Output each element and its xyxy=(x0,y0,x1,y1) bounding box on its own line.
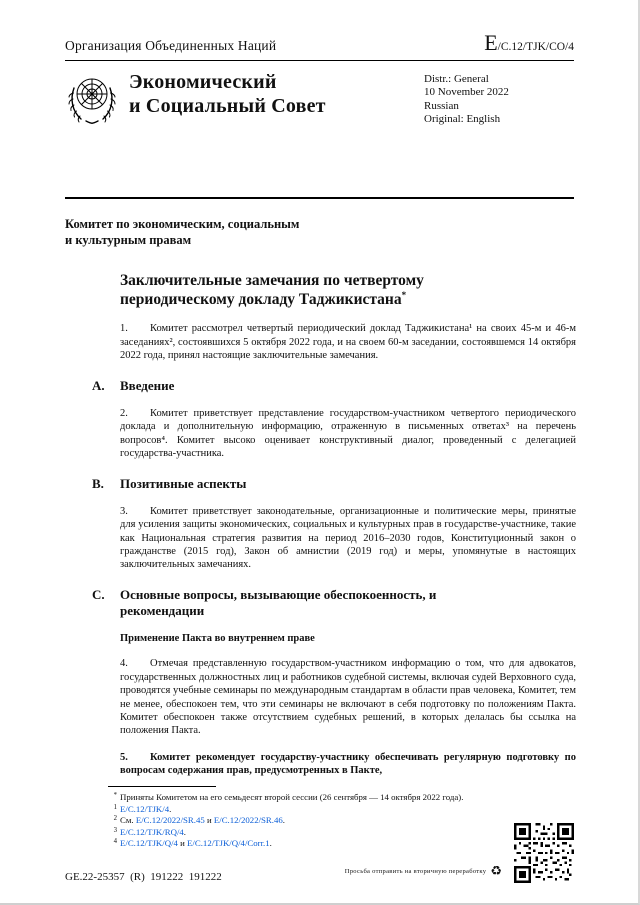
document-link[interactable]: E/C.12/TJK/4 xyxy=(120,803,170,814)
document-link[interactable]: E/C.12/TJK/Q/4/Corr.1 xyxy=(187,838,270,849)
title-line1: Заключительные замечания по четвертому xyxy=(120,272,424,289)
recycle-icon: ♻ xyxy=(490,864,502,879)
un-emblem-icon xyxy=(65,71,119,127)
footnote-text xyxy=(120,827,542,839)
council-title xyxy=(129,71,326,118)
footnote-marker: 1 xyxy=(113,803,117,811)
section-title: Основные вопросы, вызывающие обеспокоенность, и рекомендации xyxy=(120,586,437,619)
paragraph-text: Комитет рассмотрел четвертый периодический доклад Таджикистана¹ на своих 45-м и 46-м заседаниях², состоявшихся 5 октября 2022 года, и на своем 60-м заседании, состоявшемся 14 октября 2022 года, принял настоящие заключительные замечания. xyxy=(120,323,576,362)
date-line: 10 November 2022 xyxy=(424,86,509,99)
symbol-series-letter: E xyxy=(484,30,498,55)
original-language-line: Original: English xyxy=(424,113,501,126)
footnote-suffix: . xyxy=(282,815,285,826)
council-title-line2: и Социальный Совет xyxy=(129,94,326,117)
qr-code xyxy=(514,823,574,883)
paragraph-text: Комитет рекомендует государству-участнику обеспечивать регулярную подготовку по вопросам содержания прав, предусмотренных в Пакте, xyxy=(120,751,576,777)
footnote-conjunction: и xyxy=(204,815,214,826)
document-title xyxy=(120,271,574,309)
paragraph-4 xyxy=(120,657,576,737)
document-link[interactable]: E/C.12/TJK/RQ/4 xyxy=(120,826,184,837)
document-reference-number: GE.22-25357 (R) 191222 191222 xyxy=(65,871,222,883)
footnote-divider xyxy=(108,786,216,787)
language-line: Russian xyxy=(424,99,459,112)
footnotes xyxy=(106,786,542,850)
title-footnote-marker: * xyxy=(401,290,407,301)
paragraph-number: 4. xyxy=(120,658,128,670)
title-line2: периодическому докладу Таджикистана xyxy=(120,291,402,309)
footnote-prefix: См. xyxy=(120,815,136,826)
section-title: Введение xyxy=(120,377,175,393)
document-link[interactable]: E/C.12/TJK/Q/4 xyxy=(120,838,178,849)
section-a-heading xyxy=(92,378,574,394)
distr-line: Distr.: General xyxy=(424,73,489,85)
symbol-number: /C.12/TJK/CO/4 xyxy=(497,41,574,53)
footnote-text: Приняты Комитетом на его семьдесят второй сессии (26 сентября — 14 октября 2022 года). xyxy=(120,792,464,802)
footnote-1 xyxy=(106,804,542,816)
masthead-divider xyxy=(65,197,574,199)
footnote-marker: 3 xyxy=(113,826,117,834)
paragraph-text: Отмечая представленную государством-участником информацию о том, что для адвокатов, государственных должностных лиц и работников судебной системы, включая судей Верховного суда, проводятся учебные семинары по международным стандартам в области прав человека, Комитет, тем не менее, обеспокоен тем, что эти семинары не включают в себя подготовку по положениям Пакта. Комитет обеспокоен также отсутствием судебных решений, в которых делалась бы ссылка на положения Пакта. xyxy=(120,658,576,737)
section-c-heading xyxy=(92,587,574,620)
footnote-conjunction: и xyxy=(177,838,188,849)
distribution-info xyxy=(424,71,574,127)
paragraph-1 xyxy=(120,322,576,362)
footnote-star xyxy=(106,792,542,804)
paragraph-5-recommendation xyxy=(120,751,576,778)
document-symbol xyxy=(484,30,574,56)
section-b-heading xyxy=(92,476,574,492)
paragraph-number: 5. xyxy=(120,751,128,763)
recycle-text: Просьба отправить на вторичную переработку xyxy=(344,868,487,875)
section-letter: A. xyxy=(92,377,105,393)
section-letter: B. xyxy=(92,475,104,491)
paragraph-number: 2. xyxy=(120,407,128,419)
footnote-suffix: . xyxy=(269,838,272,849)
council-title-line1: Экономический xyxy=(129,71,277,93)
section-letter: C. xyxy=(92,586,105,602)
masthead xyxy=(65,71,574,127)
header-divider xyxy=(65,60,574,61)
committee-line2: и культурным правам xyxy=(65,233,192,247)
section-title: Позитивные аспекты xyxy=(120,475,247,491)
footnote-marker: * xyxy=(113,792,117,799)
footnote-2 xyxy=(106,815,542,827)
footnote-3 xyxy=(106,827,542,839)
organization-name: Организация Объединенных Наций xyxy=(65,38,277,53)
footnote-marker: 2 xyxy=(113,815,117,823)
document-link[interactable]: E/C.12/2022/SR.45 xyxy=(135,815,205,826)
footnote-text xyxy=(120,815,542,827)
footnote-suffix: . xyxy=(169,803,172,814)
document-link[interactable]: E/C.12/2022/SR.46 xyxy=(213,815,283,826)
footnote-text xyxy=(120,838,542,850)
paragraph-text: Комитет приветствует представление государством-участником четвертого периодического доклада и дополнительную информацию, отраженную в письменных ответах³ на перечень вопросов⁴. Комитет высоко оценивает конструктивный диалог, проведенный с делегацией государства-участника. xyxy=(120,407,576,460)
paragraph-number: 3. xyxy=(120,505,128,517)
document-header xyxy=(65,30,574,56)
footnote-text xyxy=(120,804,542,816)
footnote-suffix: . xyxy=(183,826,186,837)
paragraph-2 xyxy=(120,407,576,461)
recycle-notice xyxy=(345,864,502,879)
committee-name xyxy=(65,216,574,248)
committee-line1: Комитет по экономическим, социальным xyxy=(65,217,300,231)
footnote-marker: 4 xyxy=(113,838,117,846)
paragraph-number: 1. xyxy=(120,323,128,335)
paragraph-3 xyxy=(120,505,576,572)
paragraph-text: Комитет приветствует законодательные, организационные и политические меры, принятые для усиления защиты экономических, социальных и культурных прав в государстве-участнике, такие как Национальная стратегия развития на период 2016–2030 годов, Конституционный закон о гражданстве (2015 год), Закон об амнистии (2019 год) и меры, упомянутые в настоящих заключительных замечаниях. xyxy=(120,505,576,571)
topic-subheading: Применение Пакта во внутреннем праве xyxy=(120,633,315,645)
footnote-4 xyxy=(106,838,542,850)
